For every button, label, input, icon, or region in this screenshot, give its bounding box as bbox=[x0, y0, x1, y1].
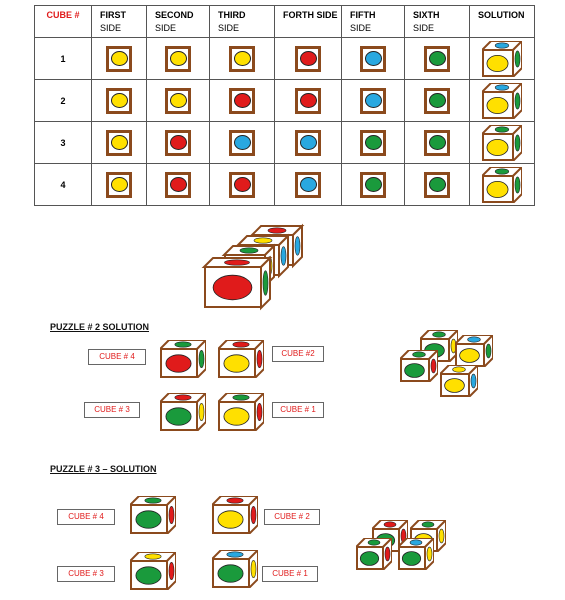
color-dot bbox=[234, 93, 251, 108]
cube-face bbox=[295, 88, 321, 114]
table-row bbox=[35, 80, 535, 122]
side-cell bbox=[92, 80, 147, 122]
cube-face bbox=[229, 172, 255, 198]
side-cell bbox=[405, 80, 470, 122]
color-dot bbox=[170, 51, 187, 66]
cube-face bbox=[229, 88, 255, 114]
stacked-cubes-illustration bbox=[200, 222, 310, 312]
cube-drawing bbox=[400, 350, 438, 382]
cube-drawing bbox=[455, 335, 493, 367]
puzzle2-label-cube2: CUBE #2 bbox=[272, 346, 324, 362]
cube-solution-icon bbox=[440, 365, 478, 397]
cube-drawing bbox=[356, 538, 392, 570]
cube-face bbox=[165, 88, 191, 114]
side-cell bbox=[342, 80, 405, 122]
header-cube-number: CUBE # bbox=[35, 6, 92, 38]
color-dot bbox=[111, 177, 128, 192]
cube-solution-icon bbox=[398, 538, 434, 570]
header-first-side: FIRST SIDE bbox=[92, 6, 147, 38]
table-row bbox=[35, 164, 535, 206]
side-cell bbox=[342, 164, 405, 206]
cube-face bbox=[360, 172, 386, 198]
puzzle3-label-cube4: CUBE # 4 bbox=[57, 509, 115, 525]
puzzle2-heading: PUZZLE # 2 SOLUTION bbox=[50, 322, 150, 332]
solution-cell bbox=[470, 164, 535, 206]
cube-solution-icon bbox=[130, 552, 176, 590]
header-fifth-side: FIFTH SIDE bbox=[342, 6, 405, 38]
cube-solution-icon bbox=[218, 393, 264, 431]
side-cell bbox=[92, 164, 147, 206]
solution-cell bbox=[470, 122, 535, 164]
cube-number: 1 bbox=[35, 38, 92, 80]
cube-number: 3 bbox=[35, 122, 92, 164]
color-dot bbox=[234, 135, 251, 150]
color-dot bbox=[300, 177, 317, 192]
cube-solution-icon bbox=[356, 538, 392, 570]
cube-sides-table bbox=[34, 5, 535, 206]
side-cell bbox=[147, 80, 210, 122]
side-cell bbox=[210, 164, 275, 206]
color-dot bbox=[111, 51, 128, 66]
cube-face bbox=[360, 130, 386, 156]
side-cell bbox=[210, 80, 275, 122]
cube-solution-icon bbox=[482, 125, 522, 161]
cube-drawing bbox=[218, 393, 264, 431]
cube-solution-icon bbox=[218, 340, 264, 378]
side-cell bbox=[92, 122, 147, 164]
cube-face bbox=[106, 172, 132, 198]
side-cell bbox=[147, 164, 210, 206]
color-dot bbox=[111, 135, 128, 150]
cube-solution-icon bbox=[160, 340, 206, 378]
puzzle3-label-cube3: CUBE # 3 bbox=[57, 566, 115, 582]
cube-solution-icon bbox=[130, 496, 176, 534]
puzzle3-label-cube1: CUBE # 1 bbox=[262, 566, 318, 582]
color-dot bbox=[365, 135, 382, 150]
cube-face bbox=[229, 46, 255, 72]
cube-face bbox=[424, 88, 450, 114]
cube-drawing bbox=[160, 393, 206, 431]
cube-solution-icon bbox=[482, 41, 522, 77]
side-cell bbox=[147, 122, 210, 164]
header-second-side: SECOND SIDE bbox=[147, 6, 210, 38]
cube-face bbox=[165, 130, 191, 156]
cube-drawing bbox=[212, 496, 258, 534]
color-dot bbox=[170, 93, 187, 108]
color-dot bbox=[365, 51, 382, 66]
cube-face bbox=[165, 172, 191, 198]
side-cell bbox=[275, 38, 342, 80]
cube-face bbox=[106, 88, 132, 114]
table-header-row bbox=[35, 6, 535, 38]
color-dot bbox=[429, 177, 446, 192]
color-dot bbox=[429, 93, 446, 108]
cube-face bbox=[360, 46, 386, 72]
side-cell bbox=[342, 122, 405, 164]
cube-drawing bbox=[130, 496, 176, 534]
cube-solution-icon bbox=[400, 350, 438, 382]
cube-face bbox=[295, 130, 321, 156]
color-dot bbox=[170, 177, 187, 192]
color-dot bbox=[429, 51, 446, 66]
cube-solution-icon bbox=[212, 496, 258, 534]
cube-drawing bbox=[160, 340, 206, 378]
side-cell bbox=[405, 38, 470, 80]
header-sixth-side: SIXTH SIDE bbox=[405, 6, 470, 38]
color-dot bbox=[429, 135, 446, 150]
cube-solution-icon bbox=[160, 393, 206, 431]
side-cell bbox=[275, 164, 342, 206]
side-cell bbox=[342, 38, 405, 80]
cube-face bbox=[424, 46, 450, 72]
cube-face bbox=[424, 130, 450, 156]
side-cell bbox=[92, 38, 147, 80]
header-third-side: THIRD SIDE bbox=[210, 6, 275, 38]
header-solution: SOLUTION bbox=[470, 6, 535, 38]
puzzle2-label-cube3: CUBE # 3 bbox=[84, 402, 140, 418]
cube-face bbox=[424, 172, 450, 198]
color-dot bbox=[300, 135, 317, 150]
color-dot bbox=[365, 93, 382, 108]
cube-solution-icon bbox=[212, 550, 258, 588]
cube-number: 4 bbox=[35, 164, 92, 206]
side-cell bbox=[275, 80, 342, 122]
side-cell bbox=[275, 122, 342, 164]
cube-solution-icon bbox=[482, 83, 522, 119]
cube-drawing bbox=[130, 552, 176, 590]
color-dot bbox=[234, 51, 251, 66]
header-forth-side: FORTH SIDE bbox=[275, 6, 342, 38]
cube-number: 2 bbox=[35, 80, 92, 122]
cube-face bbox=[360, 88, 386, 114]
cube-face bbox=[106, 130, 132, 156]
color-dot bbox=[300, 93, 317, 108]
color-dot bbox=[300, 51, 317, 66]
side-cell bbox=[210, 38, 275, 80]
side-cell bbox=[405, 122, 470, 164]
cube-face bbox=[165, 46, 191, 72]
puzzle3-label-cube2: CUBE # 2 bbox=[264, 509, 320, 525]
cube-drawing bbox=[398, 538, 434, 570]
cube-face bbox=[229, 130, 255, 156]
solution-cell bbox=[470, 38, 535, 80]
cube-drawing bbox=[212, 550, 258, 588]
side-cell bbox=[147, 38, 210, 80]
puzzle2-label-cube4: CUBE # 4 bbox=[88, 349, 146, 365]
puzzle2-label-cube1: CUBE # 1 bbox=[272, 402, 324, 418]
cube-face bbox=[295, 46, 321, 72]
solution-cell bbox=[470, 80, 535, 122]
table-row bbox=[35, 38, 535, 80]
color-dot bbox=[365, 177, 382, 192]
cube-solution-icon bbox=[482, 167, 522, 203]
side-cell bbox=[210, 122, 275, 164]
cube-face bbox=[106, 46, 132, 72]
color-dot bbox=[170, 135, 187, 150]
puzzle3-heading: PUZZLE # 3 – SOLUTION bbox=[50, 464, 157, 474]
color-dot bbox=[234, 177, 251, 192]
table-row bbox=[35, 122, 535, 164]
cube-drawing bbox=[218, 340, 264, 378]
cube-drawing bbox=[440, 365, 478, 397]
side-cell bbox=[405, 164, 470, 206]
cube-solution-icon bbox=[455, 335, 493, 367]
cube-face bbox=[295, 172, 321, 198]
table-body bbox=[35, 38, 535, 206]
stacked-cube bbox=[204, 258, 270, 308]
color-dot bbox=[111, 93, 128, 108]
